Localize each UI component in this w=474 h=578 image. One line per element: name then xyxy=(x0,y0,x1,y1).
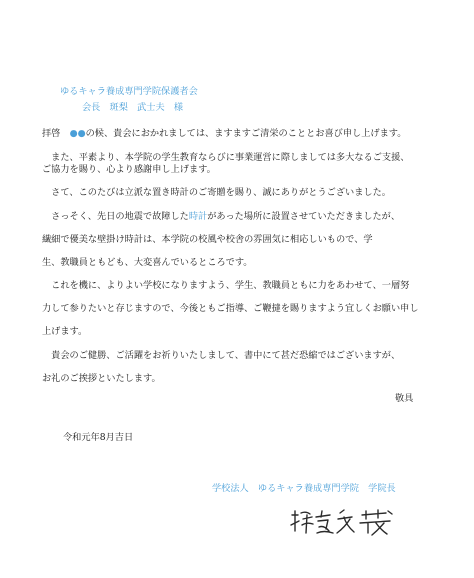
body-line: ご協力を賜り、心より感謝申し上げます。 xyxy=(42,163,216,175)
handwritten-signature xyxy=(288,505,408,537)
body-line: また、平素より、本学院の学生教育ならびに事業運営に際しましては多大なるご支援、 xyxy=(42,151,410,163)
body-line: 繊細で優美な壁掛け時計は、本学院の校風や校舎の雰囲気に相応しいもので、学 xyxy=(42,233,373,245)
greeting-prefix: 拝啓 xyxy=(42,128,70,139)
highlighted-word: 時計 xyxy=(188,210,208,222)
closing-phrase: 敬具 xyxy=(395,393,414,404)
body-line: 貴会のご健勝、ご活躍をお祈りいたしまして、書中にて甚だ恐縮ではございますが、 xyxy=(42,349,401,361)
body-line: 生、教職員ともども、大変喜んでいるところです。 xyxy=(42,256,253,268)
season-placeholder: ●● xyxy=(69,128,86,139)
greeting-line xyxy=(42,128,442,140)
addressee-name: 会長 斑梨 武士夫 様 xyxy=(82,102,184,113)
body-line: 上げます。 xyxy=(42,326,88,337)
body-line: お礼のご挨拶といたします。 xyxy=(42,372,161,384)
addressee-organization: ゆるキャラ養成専門学院保護者会 xyxy=(60,86,198,97)
body-text: があった場所に設置させていただきましたが、 xyxy=(207,210,401,222)
letter-body xyxy=(42,128,442,396)
body-text: さっそく、先日の地震で故障した xyxy=(42,210,189,222)
body-line: これを機に、よりよい学校になりますよう、学生、教職員ともに力をあわせて、一層努 xyxy=(42,280,410,291)
body-line xyxy=(42,211,442,223)
greeting-suffix: の候、貴会におかれましては、ますますご清栄のこととお喜び申し上げます。 xyxy=(85,128,407,139)
signer-title: 学校法人 ゆるキャラ養成専門学院 学院長 xyxy=(212,483,396,494)
body-line: さて、このたびは立派な置き時計のご寄贈を賜り、誠にありがとうございました。 xyxy=(42,187,391,198)
letter-date: 令和元年8月吉日 xyxy=(63,432,134,443)
body-line: 力して参りたいと存じますので、今後ともご指導、ご鞭撻を賜りますよう宜しくお願い申し xyxy=(42,303,419,314)
